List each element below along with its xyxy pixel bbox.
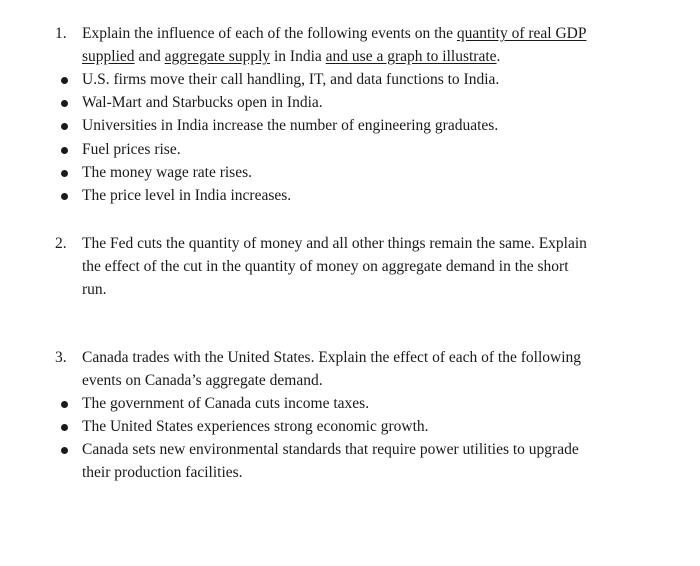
bullet-icon: [61, 77, 68, 84]
q1-text-line-2: [82, 45, 500, 68]
q1-bullet-2: Wal-Mart and Starbucks open in India.: [82, 94, 323, 111]
q1-underline-supplied: supplied: [82, 48, 135, 65]
bullet-icon: [61, 100, 68, 107]
bullet-icon: [61, 193, 68, 200]
q1-text-line-1: [82, 22, 586, 45]
q3-bullet-2: The United States experiences strong economic growth.: [82, 418, 429, 435]
q2-text-line-3: run.: [82, 281, 107, 298]
bullet-icon: [61, 447, 68, 454]
bullet-icon: [61, 401, 68, 408]
q1-text-1a: Explain the influence of each of the following events on the: [82, 25, 457, 42]
q3-bullet-3-line-1: Canada sets new environmental standards that require power utilities to upgrade: [82, 441, 579, 458]
q1-bullet-6: The price level in India increases.: [82, 187, 292, 204]
q1-underline-quantity: quantity of real GDP: [456, 25, 587, 42]
q1-bullet-4: Fuel prices rise.: [82, 141, 181, 158]
q1-bullet-3: Universities in India increase the number of engineering graduates.: [82, 117, 499, 134]
q1-bullet-1: U.S. firms move their call handling, IT, and data functions to India.: [82, 71, 500, 88]
q3-text-line-2: events on Canada’s aggregate demand.: [82, 372, 323, 389]
q2-number: 2.: [55, 235, 67, 252]
bullet-icon: [61, 424, 68, 431]
q1-text-2b: and: [134, 48, 165, 65]
q1-number: 1.: [55, 25, 67, 42]
q1-bullet-5: The money wage rate rises.: [82, 164, 253, 181]
q2-text-line-1: The Fed cuts the quantity of money and all other things remain the same. Explain: [82, 235, 587, 252]
q1-underline-graph: and use a graph to illustrate: [325, 48, 497, 65]
bullet-icon: [61, 147, 68, 154]
q2-text-line-2: the effect of the cut in the quantity of money on aggregate demand in the short: [82, 258, 569, 275]
q1-text-2c: in India: [270, 48, 326, 65]
q1-underline-aggregate-supply: aggregate supply: [164, 48, 271, 65]
bullet-icon: [61, 123, 68, 130]
q3-bullet-3-line-2: their production facilities.: [82, 464, 243, 481]
q3-text-line-1: Canada trades with the United States. Explain the effect of each of the following: [82, 349, 581, 366]
bullet-icon: [61, 170, 68, 177]
q1-text-2d: .: [496, 48, 501, 65]
q3-bullet-1: The government of Canada cuts income taxes.: [82, 395, 370, 412]
q3-number: 3.: [55, 349, 67, 366]
